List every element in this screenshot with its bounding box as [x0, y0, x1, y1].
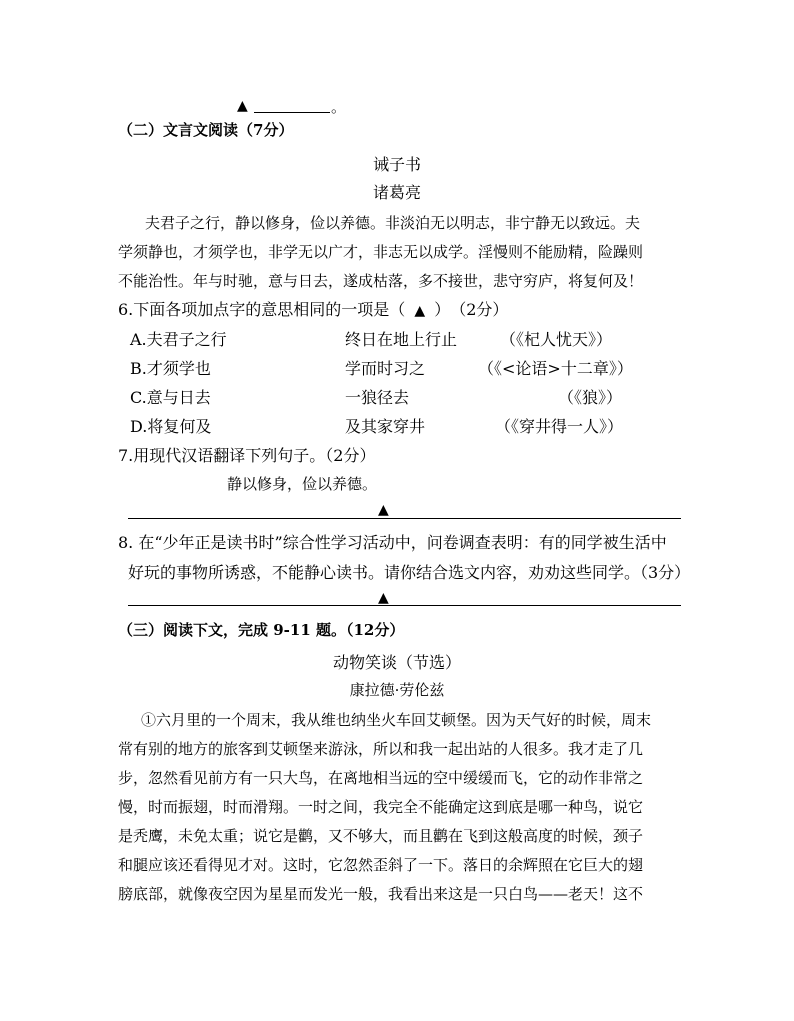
passage-line: 学须静也，才须学也，非学无以广才，非志无以成学。淫慢则不能励精，险躁则	[118, 243, 644, 261]
passage-author: 康拉德·劳伦兹	[349, 681, 445, 699]
question-8-line: 8. 在“少年正是读书时”综合性学习活动中，问卷调查表明：有的同学被生活中	[118, 533, 667, 552]
passage-line: 和腿应该还看得见才对。这时，它忽然歪斜了一下。落日的余辉照在它巨大的翅	[118, 856, 644, 874]
section-heading: （二）文言文阅读（7分）	[118, 121, 294, 139]
option-d[interactable]: D.将复何及	[130, 417, 212, 436]
option-a[interactable]: A.夫君子之行	[130, 330, 227, 349]
section-heading: （三）阅读下文，完成 9-11 题。（12分）	[118, 621, 405, 639]
option-b[interactable]: B.才须学也	[130, 359, 211, 378]
passage-line: 膀底部，就像夜空因为星星而发光一般，我看出来这是一只白鸟——老天！这不	[118, 885, 644, 903]
option-c[interactable]: C.意与日去	[130, 388, 211, 407]
passage-title: 动物笑谈（节选）	[332, 653, 461, 672]
option-c-compare: 一狼径去	[345, 388, 410, 407]
option-d-compare: 及其家穿井	[345, 417, 426, 436]
answer-marker-top	[237, 96, 248, 114]
passage-line: 是秃鹰，未免太重；说它是鹳，又不够大，而且鹳在飞到这般高度的时候，颈子	[118, 827, 644, 845]
answer-period: 。	[331, 98, 347, 116]
passage-title: 诫子书	[372, 155, 421, 174]
question-6-score: ） （2分）	[434, 300, 509, 319]
answer-blank-top[interactable]	[254, 112, 330, 113]
triangle-icon: ▲	[414, 303, 426, 319]
option-a-source: （《杞人忧天》）	[500, 330, 613, 349]
question-6-stem	[118, 297, 508, 320]
option-d-source: （《穿井得一人》）	[495, 417, 624, 436]
answer-line-q7[interactable]	[128, 518, 681, 519]
passage-line: 不能治性。年与时驰，意与日去，遂成枯落，多不接世，悲守穷庐，将复何及！	[118, 272, 644, 290]
passage-author: 诸葛亮	[372, 183, 421, 202]
triangle-icon: ▲	[378, 590, 389, 606]
triangle-icon: ▲	[237, 98, 248, 114]
question-6-text: 6.下面各项加点字的意思相同的一项是（	[118, 300, 406, 319]
option-c-source: （《狼》）	[558, 388, 623, 407]
passage-line: 步，忽然看见前方有一只大鸟，在离地相当远的空中缓缓而飞，它的动作非常之	[118, 769, 644, 787]
passage-line: 夫君子之行，静以修身，俭以养德。非淡泊无以明志，非宁静无以致远。夫	[145, 214, 641, 232]
question-7-stem: 7.用现代汉语翻译下列句子。（2分）	[118, 446, 376, 465]
option-a-compare: 终日在地上行止	[345, 330, 458, 349]
question-7-sentence: 静以修身，俭以养德。	[227, 475, 378, 493]
passage-line: 慢，时而振翅，时而滑翔。一时之间，我完全不能确定这到底是哪一种鸟，说它	[118, 798, 644, 816]
answer-line-q8[interactable]	[128, 605, 681, 606]
option-b-compare: 学而时习之	[345, 359, 426, 378]
question-8-line: 好玩的事物所诱惑，不能静心读书。请你结合选文内容，劝劝这些同学。（3分）	[128, 563, 691, 582]
option-b-source: （《<论语>十二章》）	[478, 359, 633, 378]
triangle-icon: ▲	[378, 502, 389, 518]
passage-line: 常有别的地方的旅客到艾顿堡来游泳，所以和我一起出站的人很多。我才走了几	[118, 740, 644, 758]
passage-line: ①六月里的一个周末，我从维也纳坐火车回艾顿堡。因为天气好的时候，周末	[141, 711, 652, 729]
